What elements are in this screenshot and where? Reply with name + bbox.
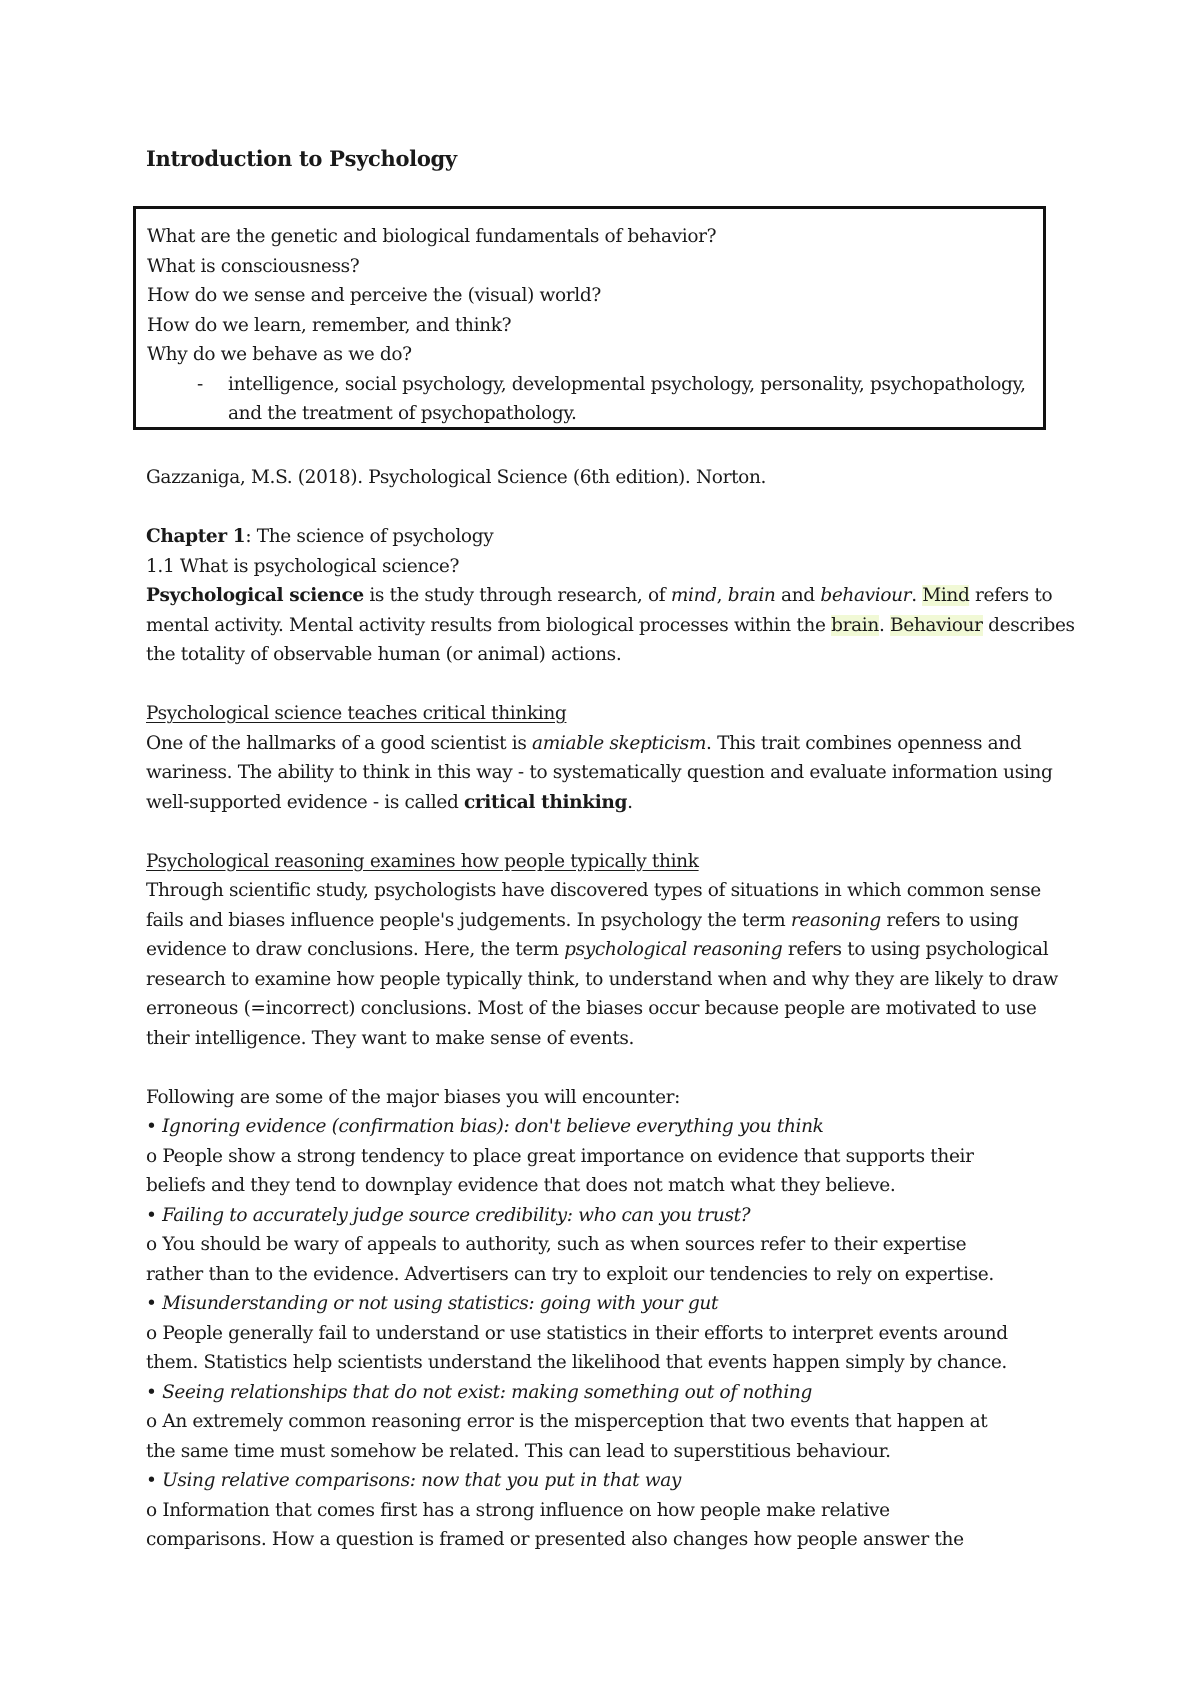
- question: How do we learn, remember, and think?: [147, 314, 512, 336]
- term-psychological-science: Psychological science: [146, 585, 364, 606]
- bias-item: [146, 1201, 1076, 1290]
- list-dash: -: [197, 373, 203, 395]
- term-amiable-skepticism: amiable skepticism: [532, 732, 707, 754]
- bias-item: [146, 1112, 1076, 1201]
- bias-title: • Using relative comparisons: now that you put in that way: [146, 1470, 681, 1491]
- bias-line: rather than to the evidence. Advertisers can try to exploit our tendencies to rely on expertise.: [146, 1263, 994, 1285]
- bias-line: o Information that comes first has a strong influence on how people make relative: [146, 1499, 890, 1521]
- question: What are the genetic and biological fundamentals of behavior?: [147, 226, 717, 247]
- highlight-behaviour: Behaviour: [890, 614, 983, 636]
- critical-thinking-heading: Psychological science teaches critical thinking: [146, 703, 567, 724]
- bias-title: • Misunderstanding or not using statistics: going with your gut: [146, 1293, 719, 1314]
- overview-box: [133, 206, 1046, 430]
- question: Why do we behave as we do?: [147, 344, 412, 365]
- bias-item: [146, 1466, 1076, 1555]
- bias-item: [146, 1378, 1076, 1467]
- bias-line: comparisons. How a question is framed or presented also changes how people answer the: [146, 1529, 964, 1550]
- highlight-brain: brain: [831, 614, 879, 636]
- term-psychological-reasoning: psychological reasoning: [564, 939, 783, 960]
- term-mind: mind: [670, 585, 717, 606]
- term-critical-thinking: critical thinking: [463, 791, 628, 813]
- chapter-title: : The science of psychology: [245, 526, 494, 547]
- topics-item: [147, 370, 1028, 429]
- document-body: [146, 463, 1076, 1555]
- biases-intro: Following are some of the major biases you will encounter:: [146, 1086, 681, 1108]
- reasoning-heading: Psychological reasoning examines how people typically think: [146, 850, 699, 872]
- question: How do we sense and perceive the (visual) world?: [147, 285, 601, 306]
- bias-line: the same time must somehow be related. This can lead to superstitious behaviour.: [146, 1440, 891, 1462]
- term-reasoning: reasoning: [790, 909, 881, 931]
- bias-item: [146, 1289, 1076, 1378]
- topics-list: [147, 370, 1043, 429]
- term-behaviour: behaviour: [820, 585, 912, 606]
- section-heading: 1.1 What is psychological science?: [146, 555, 460, 577]
- chapter-label: Chapter 1: [146, 526, 246, 547]
- reference: Gazzaniga, M.S. (2018). Psychological Science (6th edition). Norton.: [146, 467, 767, 488]
- topics-text: intelligence, social psychology, developmental psychology, personality, psychopathology, and the treatment of psychopathology.: [228, 373, 1026, 424]
- page-title: Introduction to Psychology: [146, 146, 457, 171]
- bias-title: • Ignoring evidence (confirmation bias): don't believe everything you think: [146, 1116, 824, 1137]
- bias-line: beliefs and they tend to downplay evidence that does not match what they believe.: [146, 1175, 896, 1196]
- highlight-mind: Mind: [922, 585, 970, 606]
- reasoning-paragraph: Through scientific study, psychologists have discovered types of situations in which common sense fails and biases influence people's judgements. In psychology the term reasoning refers to using evidence to draw conclusions. Here, the term psychological reasoning refers to using psychological research to examine how people typically think, to understand when and why they are likely to draw erroneous (=incorrect) conclusions. Most of the biases occur because people are motivated to use their intelligence. They want to make sense of events.: [146, 880, 1059, 1049]
- bias-line: o People show a strong tendency to place great importance on evidence that supports their: [146, 1145, 974, 1167]
- bias-title: • Failing to accurately judge source credibility: who can you trust?: [146, 1204, 751, 1226]
- bias-line: o An extremely common reasoning error is the misperception that two events that happen at: [146, 1411, 988, 1432]
- chapter-heading: [146, 522, 1076, 552]
- term-brain: brain: [727, 585, 776, 606]
- critical-thinking-paragraph: One of the hallmarks of a good scientist is amiable skepticism. This trait combines openness and wariness. The ability to think in this way - to systematically question and evaluate information using well-supported evidence - is called critical thinking.: [146, 732, 1053, 813]
- bias-line: o People generally fail to understand or use statistics in their efforts to interpret events around: [146, 1322, 1008, 1344]
- bias-line: them. Statistics help scientists understand the likelihood that events happen simply by chance.: [146, 1352, 1007, 1373]
- bias-title: • Seeing relationships that do not exist: making something out of nothing: [146, 1381, 812, 1403]
- definition-paragraph: Psychological science is the study through research, of mind, brain and behaviour. Mind refers to mental activity. Mental activity results from biological processes within the brain. Behaviour describes the totality of observable human (or animal) actions.: [146, 585, 1075, 665]
- bias-line: o You should be wary of appeals to authority, such as when sources refer to their expertise: [146, 1234, 967, 1255]
- question: What is consciousness?: [147, 255, 360, 277]
